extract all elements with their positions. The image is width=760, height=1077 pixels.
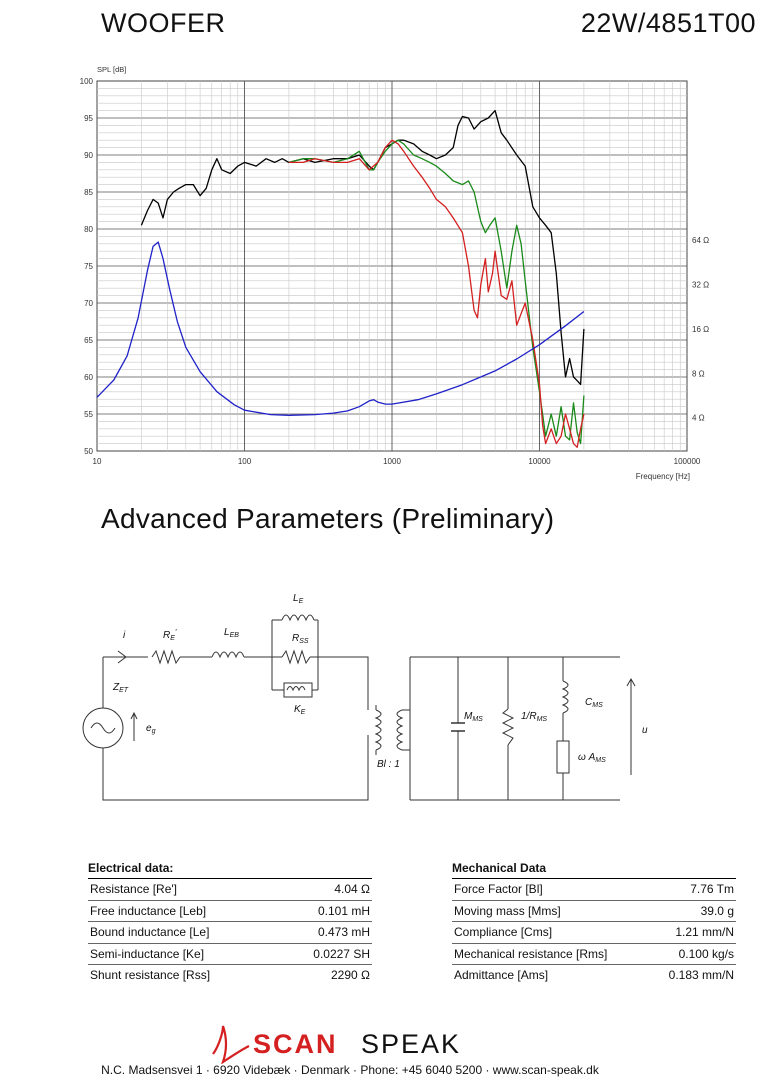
product-category-title: WOOFER	[101, 8, 226, 38]
label-cms: $C_{MS}$	[585, 697, 603, 709]
x-tick-label: 10000	[528, 457, 551, 466]
y-tick-label: 50	[84, 447, 93, 456]
impedance-tick-label: 4 Ω	[692, 413, 705, 423]
mechanical-data-label: Admittance [Ams]	[454, 968, 549, 982]
electrical-data-table	[88, 858, 372, 986]
resistor-rms	[503, 709, 513, 745]
electrical-data-label: Shunt resistance [Rss]	[90, 968, 211, 982]
model-number-title: 22W/4851T00	[580, 8, 756, 38]
mechanical-data-label: Force Factor [Bl]	[454, 882, 543, 896]
electrical-data-header: Electrical data:	[88, 858, 372, 879]
y-tick-label: 75	[84, 262, 93, 271]
mechanical-data-row	[452, 922, 736, 944]
x-tick-label: 1000	[383, 457, 401, 466]
mechanical-data-row	[452, 879, 736, 901]
logo-swoosh	[213, 1026, 249, 1062]
mechanical-data-value: 39.0 g	[700, 903, 734, 918]
label-ams: ω $A_{MS}$	[578, 752, 606, 764]
electrical-data-row	[88, 901, 372, 923]
label-zet: $Z_{ET}$	[113, 682, 129, 694]
electrical-data-label: Semi-inductance [Ke]	[90, 946, 205, 961]
y-tick-label: 65	[84, 336, 93, 345]
resistor-re	[152, 651, 180, 663]
label-leb: $L_{EB}$	[224, 627, 239, 639]
logo-scan: SCAN	[253, 1029, 338, 1059]
section-title: Advanced Parameters (Preliminary)	[101, 503, 555, 534]
impedance-tick-label: 64 Ω	[692, 236, 710, 246]
mechanical-data-row	[452, 901, 736, 923]
impedance-tick-label: 32 Ω	[692, 280, 710, 290]
label-rms: $1/R_{MS}$	[521, 711, 548, 723]
admittance-ams	[557, 741, 569, 773]
impedance-tick-label: 16 Ω	[692, 324, 710, 334]
inductor-le	[282, 615, 314, 620]
impedance-tick-label: 8 Ω	[692, 369, 705, 379]
label-eg: $e_g$	[146, 723, 156, 735]
frequency-response-chart	[0, 55, 760, 485]
y-tick-label: 55	[84, 410, 93, 419]
electrical-data-row	[88, 922, 372, 944]
mechanical-data-label: Mechanical resistance [Rms]	[454, 946, 608, 961]
x-tick-label: 100000	[673, 457, 701, 466]
electrical-data-value: 0.0227 SH	[313, 946, 370, 961]
x-axis-label: Frequency [Hz]	[635, 472, 690, 481]
label-bl: Bl : 1	[377, 759, 400, 770]
label-rss: $R_{SS}$	[292, 633, 309, 645]
y-axis-label: SPL [dB]	[97, 65, 127, 74]
company-address: N.C. Madsensvei 1 · 6920 Videbæk · Denmark · Phone: +45 6040 5200 · www.scan-speak.dk	[101, 1063, 599, 1077]
capacitor-mms	[451, 723, 465, 731]
electrical-data-value: 0.473 mH	[317, 925, 370, 939]
y-tick-label: 70	[84, 299, 93, 308]
x-tick-label: 100	[237, 457, 252, 466]
electrical-data-row	[88, 879, 372, 901]
mechanical-data-label: Compliance [Cms]	[454, 925, 553, 939]
logo-speak: SPEAK	[361, 1029, 462, 1059]
electrical-data-value: 2290 Ω	[331, 968, 370, 982]
mechanical-data-row	[452, 965, 736, 986]
scanspeak-logo	[205, 1024, 505, 1064]
mechanical-data-header: Mechanical Data	[452, 858, 736, 879]
y-tick-label: 60	[84, 373, 93, 382]
x-tick-label: 10	[92, 457, 102, 466]
label-ke: $K_E$	[294, 704, 306, 716]
mechanical-data-value: 0.183 mm/N	[668, 968, 734, 982]
label-mms: $M_{MS}$	[464, 711, 483, 723]
electrical-data-label: Bound inductance [Le]	[90, 925, 210, 939]
inductor-cms	[563, 681, 568, 713]
mechanical-data-value: 7.76 Tm	[690, 882, 734, 896]
electrical-data-value: 4.04 Ω	[334, 882, 370, 896]
mechanical-data-label: Moving mass [Mms]	[454, 903, 561, 918]
electrical-data-value: 0.101 mH	[317, 903, 370, 918]
label-u: u	[642, 725, 648, 736]
label-current: i	[123, 630, 126, 641]
y-tick-label: 80	[84, 225, 93, 234]
resistor-rss	[282, 651, 310, 663]
label-le: $L_E$	[293, 593, 304, 605]
mechanical-data-table	[452, 858, 736, 986]
electrical-data-label: Free inductance [Leb]	[90, 903, 207, 918]
mechanical-data-value: 0.100 kg/s	[678, 946, 734, 961]
mechanical-data-value: 1.21 mm/N	[675, 925, 734, 939]
electrical-data-label: Resistance [Re']	[90, 882, 177, 896]
electrical-data-row	[88, 965, 372, 986]
inductor-leb	[212, 652, 244, 657]
y-tick-label: 90	[84, 151, 93, 160]
transformer-primary	[376, 710, 381, 750]
y-tick-label: 100	[79, 77, 93, 86]
semi-inductor-ke	[284, 683, 312, 697]
mechanical-data-row	[452, 944, 736, 966]
transformer-secondary	[397, 710, 402, 750]
label-re: $R_E'$	[163, 628, 177, 642]
y-tick-label: 95	[84, 114, 93, 123]
electrical-data-row	[88, 944, 372, 966]
y-tick-label: 85	[84, 188, 93, 197]
equivalent-circuit-diagram	[0, 585, 760, 815]
